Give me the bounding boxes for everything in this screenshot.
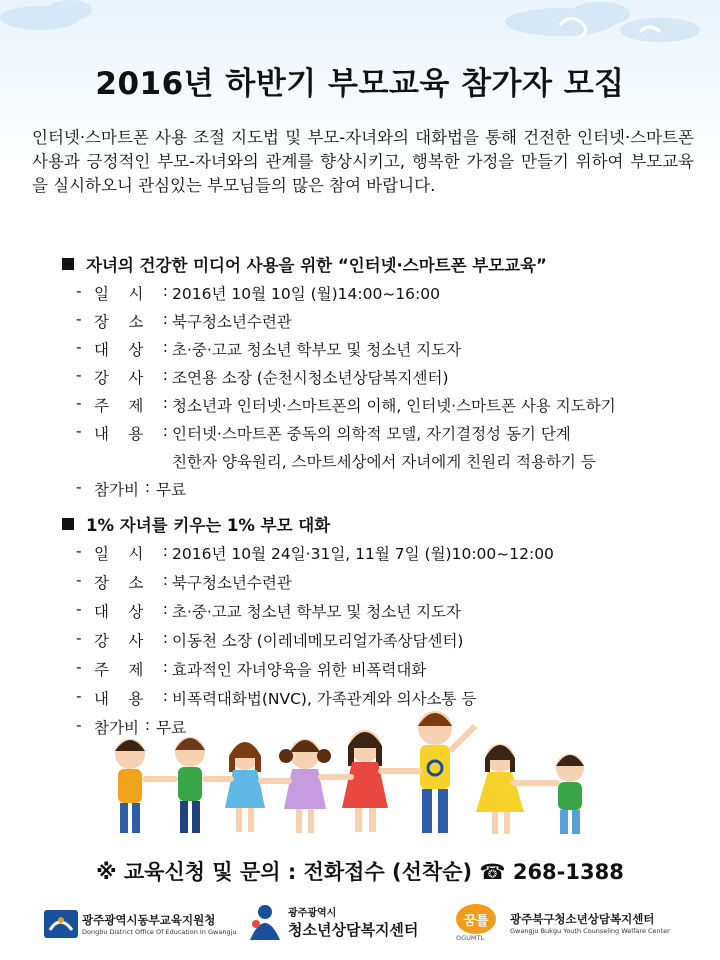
section2-heading: 1% 자녀를 키우는 1% 부모 대화 [62, 512, 330, 536]
fee-row: - 참가비 : 무료 [76, 478, 187, 499]
info-row [76, 310, 292, 332]
contact-info: ※ 교육신청 및 문의 : 전화접수 (선착순) ☎ 268-1388 [96, 860, 624, 884]
intro-paragraph: 인터넷·스마트폰 사용 조절 지도법 및 부모-자녀와의 대화법을 통해 건전한 인터넷·스마트폰 사용과 긍정적인 부모-자녀와의 관계를 향상시키고, 행복한 가정을 만들기 위하여 부모교육을 실시하오니 관심있는 부모님들의 많은 참여 바랍니다. [32, 128, 694, 195]
row-value: 북구청소년수련관 [172, 574, 292, 592]
logo1-sub: Dongbu District Office Of Education In Gwangju [82, 928, 237, 936]
info-row [76, 542, 554, 564]
logo3-name: 광주북구청소년상담복지센터 [510, 912, 655, 926]
content-continuation: 친한자 양육원리, 스마트세상에서 자녀에게 친원리 적용하기 등 [172, 453, 596, 471]
row-label: 주 제 : [94, 658, 168, 679]
logo2-top: 광주광역시 [288, 908, 337, 919]
dash-bullet: - [76, 600, 82, 618]
info-row [76, 600, 461, 622]
row-label: 대 상 : [94, 338, 168, 359]
row-label: 내 용 : [94, 422, 168, 443]
row-label: 주 제 : [94, 394, 168, 415]
youth-counseling-logo [246, 902, 418, 942]
children-illustration [90, 706, 630, 856]
dash-bullet: - [76, 658, 82, 676]
row-label: 강 사 : [94, 366, 168, 387]
row-label: 내 용 : [94, 687, 168, 708]
row-value: 초·중·고교 청소년 학부모 및 청소년 지도자 [172, 341, 462, 359]
row-value: 이동천 소장 (이레네메모리얼가족상담센터) [172, 632, 464, 650]
youth-counseling-emblem-icon [246, 902, 284, 942]
logo1-name: 광주광역시동부교육지원청 [82, 913, 216, 927]
row-label: 일 시 : [94, 282, 168, 303]
dash-bullet: - [76, 542, 82, 560]
info-row [76, 338, 461, 360]
row-value: 인터넷·스마트폰 중독의 의학적 모델, 자기결정성 동기 단계 [172, 425, 571, 443]
bukgu-counseling-logo [456, 904, 670, 942]
info-row [76, 422, 571, 444]
row-value: 2016년 10월 24일·31일, 11월 7일 (월)10:00~12:00 [172, 545, 554, 563]
dash-bullet: - [76, 571, 82, 589]
page-title: 2016년 하반기 부모교육 참가자 모집 [95, 66, 625, 102]
fee-row: - 참가비 : 무료 [76, 716, 187, 737]
row-value: 초·중·고교 청소년 학부모 및 청소년 지도자 [172, 603, 462, 621]
fee-label: 참가비 [94, 481, 139, 499]
dash-bullet: - [76, 338, 82, 356]
info-row [76, 571, 292, 593]
fee-label: 참가비 [94, 719, 139, 737]
logo-bar [0, 898, 720, 950]
dash-bullet: - [76, 687, 82, 705]
row-label: 장 소 : [94, 310, 168, 331]
section1-heading: 자녀의 건강한 미디어 사용을 위한 “인터넷·스마트폰 부모교육” [62, 252, 547, 276]
row-label: 장 소 : [94, 571, 168, 592]
square-bullet-icon [62, 518, 74, 530]
row-label: 강 사 : [94, 629, 168, 650]
ggumtl-badge-icon: 꿈틀 OGUMTL [456, 904, 506, 942]
row-value: 청소년과 인터넷·스마트폰의 이해, 인터넷·스마트폰 사용 지도하기 [172, 397, 616, 415]
row-value: 효과적인 자녀양육을 위한 비폭력대화 [172, 661, 427, 679]
row-value: 2016년 10월 10일 (월)14:00~16:00 [172, 285, 440, 303]
info-row [76, 658, 426, 680]
logo2-name: 청소년상담복지센터 [288, 921, 419, 939]
row-value: 북구청소년수련관 [172, 313, 292, 331]
row-label: 대 상 : [94, 600, 168, 621]
dash-bullet: - [76, 310, 82, 328]
info-row [76, 366, 449, 388]
fee-value: 무료 [156, 481, 187, 499]
dash-bullet: - [76, 394, 82, 412]
fee-value: 무료 [156, 719, 187, 737]
dash-bullet: - [76, 478, 82, 496]
dash-bullet: - [76, 422, 82, 440]
info-row [76, 629, 463, 651]
dash-bullet: - [76, 366, 82, 384]
row-value: 비폭력대화법(NVC), 가족관계와 의사소통 등 [172, 690, 477, 708]
dash-bullet: - [76, 629, 82, 647]
square-bullet-icon [62, 258, 74, 270]
info-row [76, 394, 616, 416]
row-value: 조연용 소장 (순천시청소년상담복지센터) [172, 369, 449, 387]
row-label: 일 시 : [94, 542, 168, 563]
info-row [76, 282, 440, 304]
dash-bullet: - [76, 716, 82, 734]
logo3-sub: Gwangju Bukgu Youth Counseling Welfare Center [510, 927, 670, 935]
dongbu-education-logo [44, 910, 237, 938]
dongbu-emblem-icon [44, 910, 78, 938]
dash-bullet: - [76, 282, 82, 300]
